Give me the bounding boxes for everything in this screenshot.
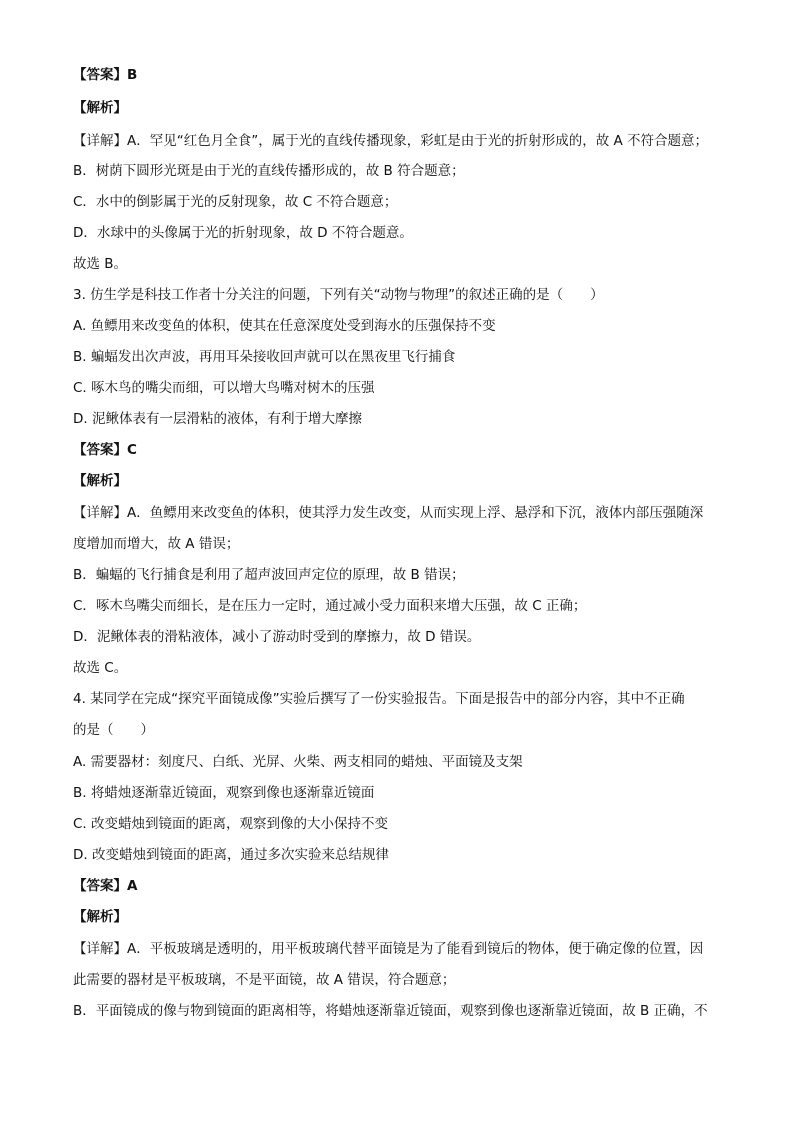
question-stem: 3. 仿生学是科技工作者十分关注的问题，下列有关“动物与物理”的叙述正确的是（ ） [73, 287, 604, 303]
analysis-label: 【解析】 [73, 473, 127, 489]
conclusion-text: 故选 C。 [73, 660, 128, 676]
detail-text: C．水中的倒影属于光的反射现象，故 C 不符合题意； [73, 194, 398, 210]
option-a: A. 需要器材：刻度尺、白纸、光屏、火柴、两支相同的蜡烛、平面镜及支架 [73, 754, 523, 770]
option-c: C. 改变蜡烛到镜面的距离，观察到像的大小保持不变 [73, 816, 389, 832]
detail-text: B．平面镜成的像与物到镜面的距离相等，将蜡烛逐渐靠近镜面，观察到像也逐渐靠近镜面，故 B 正确，不 [73, 1003, 708, 1019]
detail-text: C．啄木鸟嘴尖而细长，是在压力一定时，通过减小受力面积来增大压强，故 C 正确； [73, 598, 587, 614]
detail-text: 【详解】A．平板玻璃是透明的，用平板玻璃代替平面镜是为了能看到镜后的物体，便于确定像的位置，因 [73, 941, 704, 957]
answer-label: 【答案】C [73, 442, 137, 458]
answer-label: 【答案】B [73, 67, 138, 83]
detail-text: B．蝙蝠的飞行捕食是利用了超声波回声定位的原理，故 B 错误； [73, 567, 465, 583]
option-b: B. 将蜡烛逐渐靠近镜面，观察到像也逐渐靠近镜面 [73, 785, 375, 801]
analysis-label: 【解析】 [73, 909, 127, 925]
option-d: D. 泥鳅体表有一层滑粘的液体，有利于增大摩擦 [73, 411, 362, 427]
question-stem: 的是（ ） [73, 722, 154, 738]
answer-label: 【答案】A [73, 878, 138, 894]
detail-text: 【详解】A．罕见“红色月全食”，属于光的直线传播现象，彩虹是由于光的折射形成的，故 A 不符合题意； [73, 133, 709, 149]
detail-text: 度增加而增大，故 A 错误； [73, 536, 240, 552]
detail-text: D．水球中的头像属于光的折射现象，故 D 不符合题意。 [73, 225, 413, 241]
detail-text: D．泥鳅体表的滑粘液体，减小了游动时受到的摩擦力，故 D 错误。 [73, 629, 481, 645]
option-b: B. 蝙蝠发出次声波，再用耳朵接收回声就可以在黑夜里飞行捕食 [73, 349, 456, 365]
detail-text: 【详解】A．鱼鳔用来改变鱼的体积，使其浮力发生改变，从而实现上浮、悬浮和下沉，液体内部压强随深 [73, 505, 704, 521]
conclusion-text: 故选 B。 [73, 256, 128, 272]
option-d: D. 改变蜡烛到镜面的距离，通过多次实验来总结规律 [73, 847, 389, 863]
detail-text: B．树荫下圆形光斑是由于光的直线传播形成的，故 B 符合题意； [73, 163, 465, 179]
analysis-label: 【解析】 [73, 100, 127, 116]
question-stem: 4. 某同学在完成“探究平面镜成像”实验后撰写了一份实验报告。下面是报告中的部分内容，其中不正确 [73, 691, 685, 707]
option-c: C. 啄木鸟的嘴尖而细，可以增大鸟嘴对树木的压强 [73, 380, 375, 396]
detail-text: 此需要的器材是平板玻璃，不是平面镜，故 A 错误，符合题意； [73, 972, 456, 988]
option-a: A. 鱼鳔用来改变鱼的体积，使其在任意深度处受到海水的压强保持不变 [73, 318, 496, 334]
